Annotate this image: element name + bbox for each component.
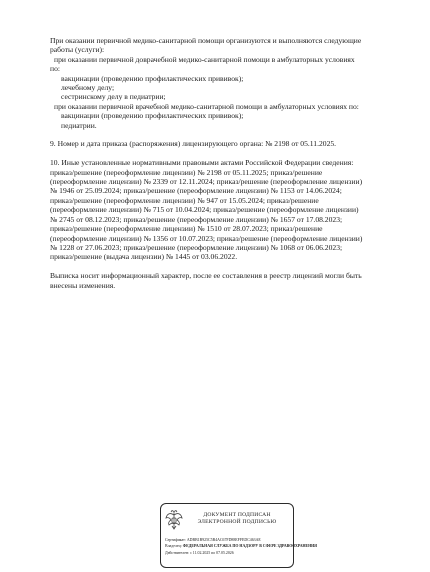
certificate-value: ADBB1B925C5B4AC67FD88EFFEDC463AE [186,538,261,542]
text-line: приказ/решение (выдача лицензии) № 1445 от 03.06.2022. [50,252,238,262]
owner-label: Владелец: [165,544,182,549]
text-line: № 1228 от 27.06.2023; приказ/решение (переоформление лицензии) № 1068 от 06.06.2023; [50,242,343,252]
text-line: при оказании первичной доврачебной медико-санитарной помощи в амбулаторных условиях [54,54,355,64]
text-line: Выписка носит информационный характер, после ее составления в реестр лицензий могли быть [50,271,362,281]
text-line: лечебному делу; [61,83,115,93]
text-line: № 2745 от 08.12.2023; приказ/решение (переоформление лицензии) № 1657 от 17.08.2023; [50,214,343,224]
text-line: приказ/решение (переоформление лицензии) № 1510 от 28.07.2023; приказ/решение [50,224,323,234]
stamp-heading-line: ЭЛЕКТРОННОЙ ПОДПИСЬЮ [197,519,277,525]
text-line: (переоформление лицензии) № 715 от 10.04.2024; приказ/решение (переоформление лицензии) [50,205,359,215]
text-line: вакцинации (проведению профилактических прививок); [61,73,244,83]
document-body [50,36,400,290]
text-line: 10. Иные установленные нормативными правовыми актами Российской Федерации сведения: [50,158,354,168]
text-line: (переоформление лицензии) № 1356 от 10.07.2023; приказ/решение (переоформление лицензии) [50,233,363,243]
text-line: сестринскому делу в педиатрии; [61,92,166,102]
text-line: по: [50,64,60,74]
stamp-details [165,537,317,556]
text-line: приказ/решение (переоформление лицензии) № 947 от 15.05.2024; приказ/решение [50,195,319,205]
text-line: при оказании первичной врачебной медико-санитарной помощи в амбулаторных условиях по: [54,101,359,111]
coat-of-arms-icon [164,509,184,531]
certificate-label: Сертификат: [165,538,186,542]
validity-value: с 11.02.2025 по 07.05.2026 [190,550,234,555]
text-line: вакцинации (проведению профилактических прививок); [61,111,244,121]
stamp-validity [165,550,291,556]
stamp-heading-line: ДОКУМЕНТ ПОДПИСАН [203,512,271,518]
text-line: приказ/решение (переоформление лицензии) № 2198 от 05.11.2025; приказ/решение [50,167,323,177]
text-line: 9. Номер и дата приказа (распоряжения) лицензирующего органа: № 2198 от 05.11.2025. [50,139,337,149]
stamp-owner [165,543,317,549]
stamp-heading [185,512,289,526]
validity-label: Действителен: [165,550,190,555]
text-line: (переоформление лицензии) № 2339 от 12.11.2024; приказ/решение (переоформление лицензии) [50,177,363,187]
text-line: При оказании первичной медико-санитарной помощи организуются и выполняются следующие [50,36,362,45]
text-line: работы (услуги): [50,45,105,55]
electronic-signature-stamp [160,503,317,568]
text-line: педиатрии. [61,120,97,130]
owner-value: ФЕДЕРАЛЬНАЯ СЛУЖБА ПО НАДЗОРУ В СФЕРЕ ЗДРАВООХРАНЕНИЯ [182,544,317,549]
text-line: внесены изменения. [50,280,116,290]
text-line: № 1946 от 25.09.2024; приказ/решение (переоформление лицензии) № 1153 от 14.06.2024; [50,186,342,196]
